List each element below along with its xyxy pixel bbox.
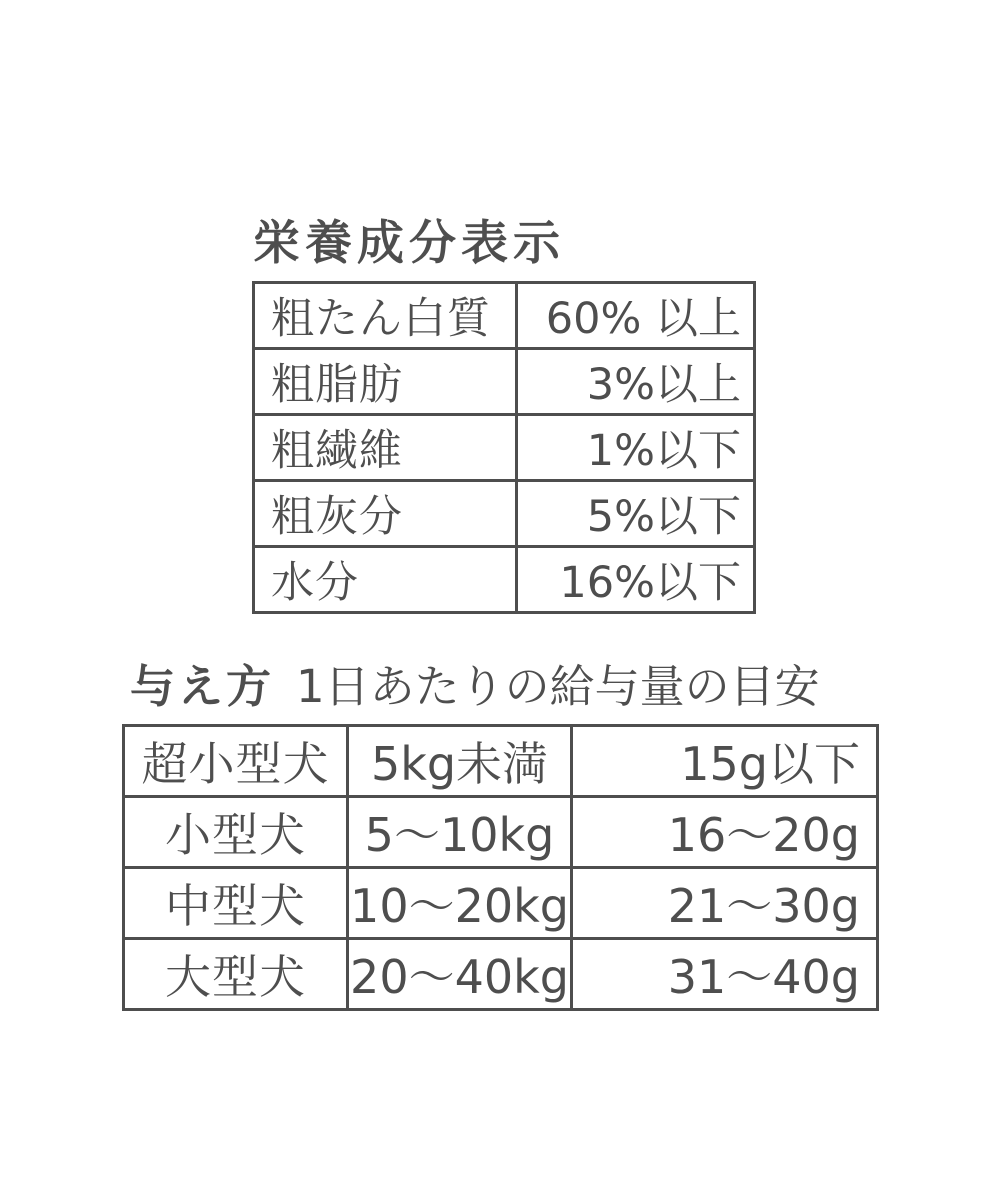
nutrient-name: 粗脂肪 [254, 349, 517, 415]
nutrient-value: 3%以上 [517, 349, 755, 415]
feeding-title-rest: 1日あたりの給与量の目安 [296, 660, 820, 713]
nutrition-table [252, 281, 756, 614]
table-row [254, 481, 755, 547]
table-row [124, 726, 878, 797]
table-row [254, 283, 755, 349]
dog-type-cell: 小型犬 [124, 797, 348, 868]
table-row [254, 349, 755, 415]
nutrient-name: 水分 [254, 547, 517, 613]
nutrient-name: 粗繊維 [254, 415, 517, 481]
nutrient-name: 粗たん白質 [254, 283, 517, 349]
feeding-table [122, 724, 879, 1011]
nutrient-value: 60% 以上 [517, 283, 755, 349]
nutrient-name: 粗灰分 [254, 481, 517, 547]
weight-range-cell: 5〜10kg [348, 797, 572, 868]
weight-range-cell: 10〜20kg [348, 868, 572, 939]
table-row [124, 868, 878, 939]
nutrition-title: 栄養成分表示 [253, 216, 565, 271]
nutrient-value: 1%以下 [517, 415, 755, 481]
nutrient-value: 16%以下 [517, 547, 755, 613]
feed-amount-cell: 21〜30g [572, 868, 878, 939]
nutrient-value: 5%以下 [517, 481, 755, 547]
weight-range-cell: 5kg未満 [348, 726, 572, 797]
feeding-title [130, 650, 820, 715]
feed-amount-cell: 15g以下 [572, 726, 878, 797]
table-row [254, 547, 755, 613]
dog-type-cell: 中型犬 [124, 868, 348, 939]
table-row [254, 415, 755, 481]
feeding-title-lead: 与え方 [130, 660, 275, 713]
dog-type-cell: 超小型犬 [124, 726, 348, 797]
weight-range-cell: 20〜40kg [348, 939, 572, 1010]
feed-amount-cell: 16〜20g [572, 797, 878, 868]
table-row [124, 797, 878, 868]
dog-type-cell: 大型犬 [124, 939, 348, 1010]
feed-amount-cell: 31〜40g [572, 939, 878, 1010]
table-row [124, 939, 878, 1010]
